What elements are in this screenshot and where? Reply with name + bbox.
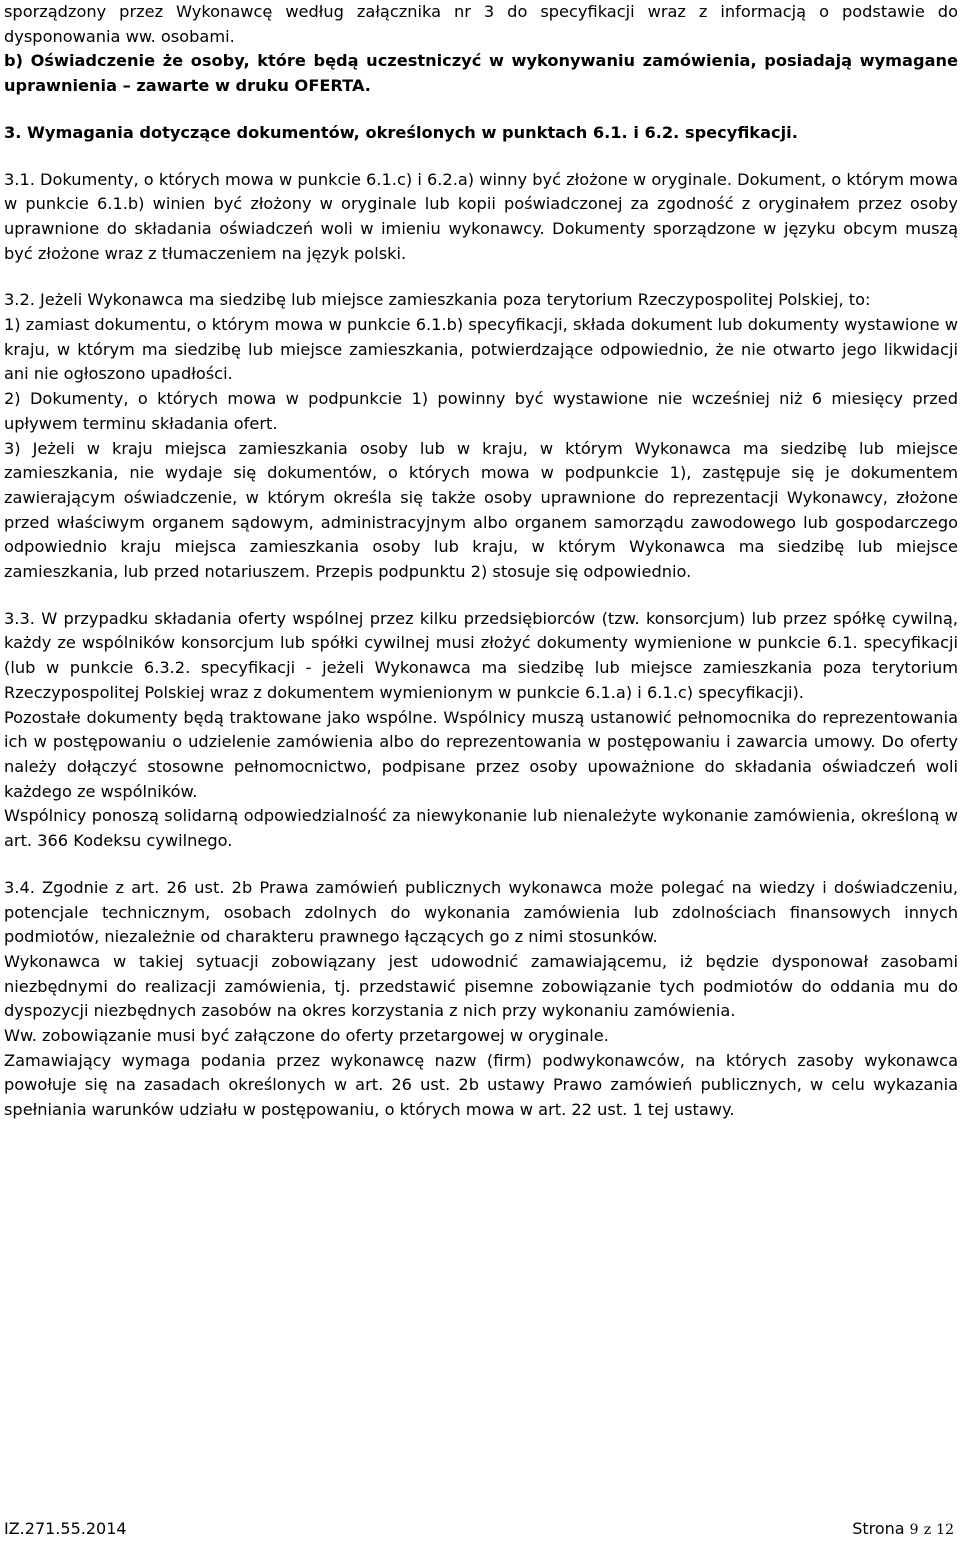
section-3-3-proxy: Pozostałe dokumenty będą traktowane jako wspólne. Wspólnicy muszą ustanowić pełnomocnika do reprezentowania ich w postępowaniu o udzielenie zamówienia albo do reprezentowania w postępowaniu i zawarcia umowy. Do oferty należy dołączyć stosowne pełnomocnictwo, podpisane przez osoby upoważnione do składania oświadczeń woli każdego ze wspólników. xyxy=(4,707,958,801)
document-page xyxy=(4,0,958,1123)
page-label: Strona xyxy=(852,1519,905,1538)
section-3-4-obligation: Wykonawca w takiej sytuacji zobowiązany jest udowodnić zamawiającemu, iż będzie dysponował zasobami niezbędnymi do realizacji zamówienia, tj. przedstawić pisemne zobowiązanie tych podmiotów do oddania mu do dyspozycji niezbędnych zasobów na okres korzystania z nich przy wykonaniu zamówienia. xyxy=(4,951,958,1021)
section-3-2-point-3: 3) Jeżeli w kraju miejsca zamieszkania osoby lub w kraju, w którym Wykonawca ma siedzibę lub miejsce zamieszkania, nie wydaje się dokumentów, o których mowa w podpunkcie 1), zastępuje się je dokumentem zawierającym oświadczenie, w którym określa się także osoby uprawnione do reprezentacji Wykonawcy, złożone przed właściwym organem sądowym, administracyjnym albo organem samorządu zawodowego lub gospodarczego odpowiednio kraju miejsca zamieszkania osoby lub kraju, w którym Wykonawca ma siedzibę lub miejsce zamieszkania, lub przed notariuszem. Przepis podpunktu 2) stosuje się odpowiednio. xyxy=(4,438,958,582)
page-total: 12 xyxy=(936,1522,954,1538)
section-3-2-point-1: 1) zamiast dokumentu, o którym mowa w punkcie 6.1.b) specyfikacji, składa dokument lub dokumenty wystawione w kraju, w którym ma siedzibę lub miejsce zamieszkania, potwierdzające odpowiednio, że nie otwarto jego likwidacji ani nie ogłoszono upadłości. xyxy=(4,315,958,384)
page-current: 9 xyxy=(909,1522,919,1538)
section-3-4: 3.4. Zgodnie z art. 26 ust. 2b Prawa zamówień publicznych wykonawca może polegać na wiedzy i doświadczeniu, potencjale technicznym, osobach zdolnych do wykonania zamówienia lub zdolnościach finansowych innych podmiotów, niezależnie od charakteru prawnego łączących go z nimi stosunków. xyxy=(4,877,958,947)
section-3-2-intro: 3.2. Jeżeli Wykonawca ma siedzibę lub miejsce zamieszkania poza terytorium Rzeczypospolitej Polskiej, to: xyxy=(4,290,871,310)
page-separator: z xyxy=(923,1522,932,1538)
section-3-3-liability: Wspólnicy ponoszą solidarną odpowiedzialność za niewykonanie lub nienależyte wykonanie zamówienia, określoną w art. 366 Kodeksu cywilnego. xyxy=(4,806,958,851)
footer-reference: IZ.271.55.2014 xyxy=(4,1519,127,1538)
section-3-2-point-2: 2) Dokumenty, o których mowa w podpunkcie 1) powinny być wystawione nie wcześniej niż 6 miesięcy przed upływem terminu składania ofert. xyxy=(4,389,958,433)
section-heading-3: 3. Wymagania dotyczące dokumentów, określonych w punktach 6.1. i 6.2. specyfikacji. xyxy=(4,122,798,142)
section-3-3: 3.3. W przypadku składania oferty wspólnej przez kilku przedsiębiorców (tzw. konsorcjum) lub przez spółkę cywilną, każdy ze wspólników konsorcjum lub spółki cywilnej musi złożyć dokumenty wymienione w punkcie 6.1. specyfikacji (lub w punkcie 6.3.2. specyfikacji - jeżeli Wykonawca ma siedzibę lub miejsce zamieszkania poza terytorium Rzeczypospolitej Polskiej wraz z dokumentem wymienionym w punkcie 6.1.a) i 6.1.c) specyfikacji). xyxy=(4,608,958,702)
section-3-1: 3.1. Dokumenty, o których mowa w punkcie 6.1.c) i 6.2.a) winny być złożone w oryginale. Dokument, o którym mowa w punkcie 6.1.b) winien być złożony w oryginale lub kopii poświadczonej za zgodność z oryginałem przez osoby uprawnione do składania oświadczeń woli w imieniu wykonawcy. Dokumenty sporządzone w języku obcym muszą być złożone wraz z tłumaczeniem na język polski. xyxy=(4,169,958,263)
paragraph-personnel: sporządzony przez Wykonawcę według załącznika nr 3 do specyfikacji wraz z informacją o podstawie do dysponowania ww. osobami. xyxy=(4,2,958,46)
section-3-4-subcontractors: Zamawiający wymaga podania przez wykonawcę nazw (firm) podwykonawców, na których zasoby wykonawca powołuje się na zasadach określonych w art. 26 ust. 2b ustawy Prawo zamówień publicznych, w celu wykazania spełniania warunków udziału w postępowaniu, o których mowa w art. 22 ust. 1 tej ustawy. xyxy=(4,1050,958,1120)
page-number xyxy=(852,1519,954,1540)
paragraph-statement-b: b) Oświadczenie że osoby, które będą uczestniczyć w wykonywaniu zamówienia, posiadają wymagane uprawnienia – zawarte w druku OFERTA. xyxy=(4,51,958,96)
section-3-4-original: Ww. zobowiązanie musi być załączone do oferty przetargowej w oryginale. xyxy=(4,1026,609,1046)
